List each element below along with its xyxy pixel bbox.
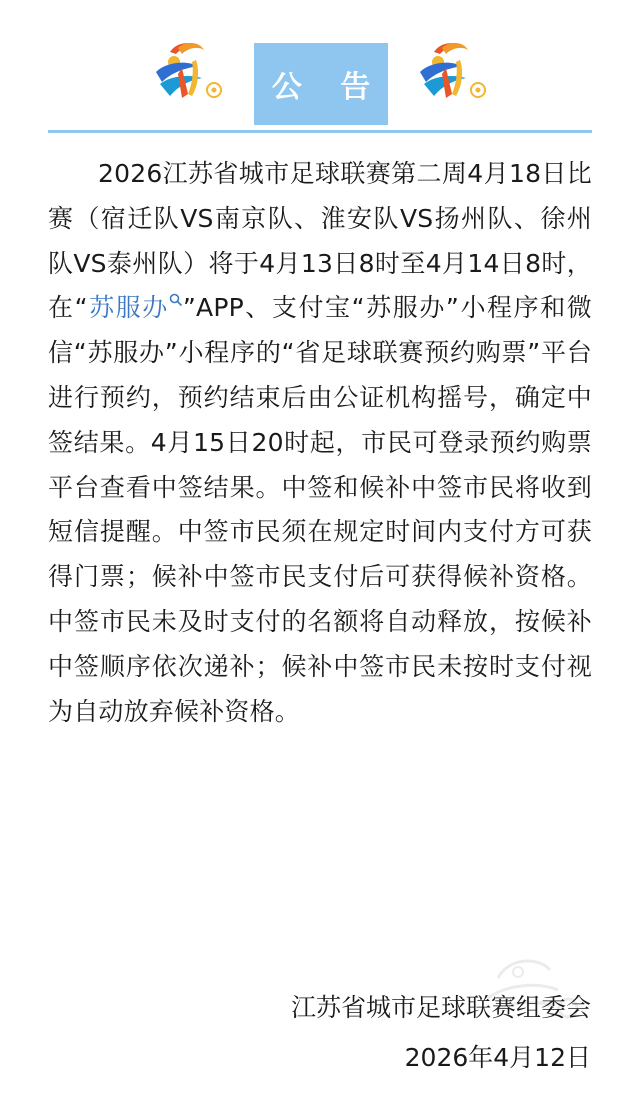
football-league-logo-icon	[416, 38, 490, 102]
search-icon	[169, 293, 183, 307]
su-fu-ban-link[interactable]	[88, 293, 183, 322]
notice-title: 公 告	[271, 70, 385, 105]
notice-text-part-1: 2026江苏省城市足球联赛第二周4月18日比赛（宿迁队VS南京队、淮安队VS扬州队、徐州队VS泰州队）将于4月13日8时至4月14日8时，在“	[48, 159, 592, 323]
notice-header	[0, 0, 640, 140]
football-league-logo-icon	[152, 38, 226, 102]
signature-date: 2026年4月12日	[404, 1043, 591, 1072]
header-divider	[48, 130, 592, 133]
su-fu-ban-link-label: 苏服办	[87, 293, 169, 323]
notice-body	[48, 152, 592, 734]
notice-title-box	[254, 43, 388, 125]
signature-organization: 江苏省城市足球联赛组委会	[290, 993, 591, 1022]
notice-text-part-2: ”APP、支付宝“苏服办”小程序和微信“苏服办”小程序的“省足球联赛预约购票”平台进行预约，预约结束后由公证机构摇号，确定中签结果。4月15日20时起，市民可登录预约购票平台查看中签结果。中签和候补中签市民将收到短信提醒。中签市民须在规定时间内支付方可获得门票；候补中签市民支付后可获得候补资格。中签市民未及时支付的名额将自动释放，按候补中签顺序依次递补；候补中签市民未按时支付视为自动放弃候补资格。	[48, 293, 592, 726]
